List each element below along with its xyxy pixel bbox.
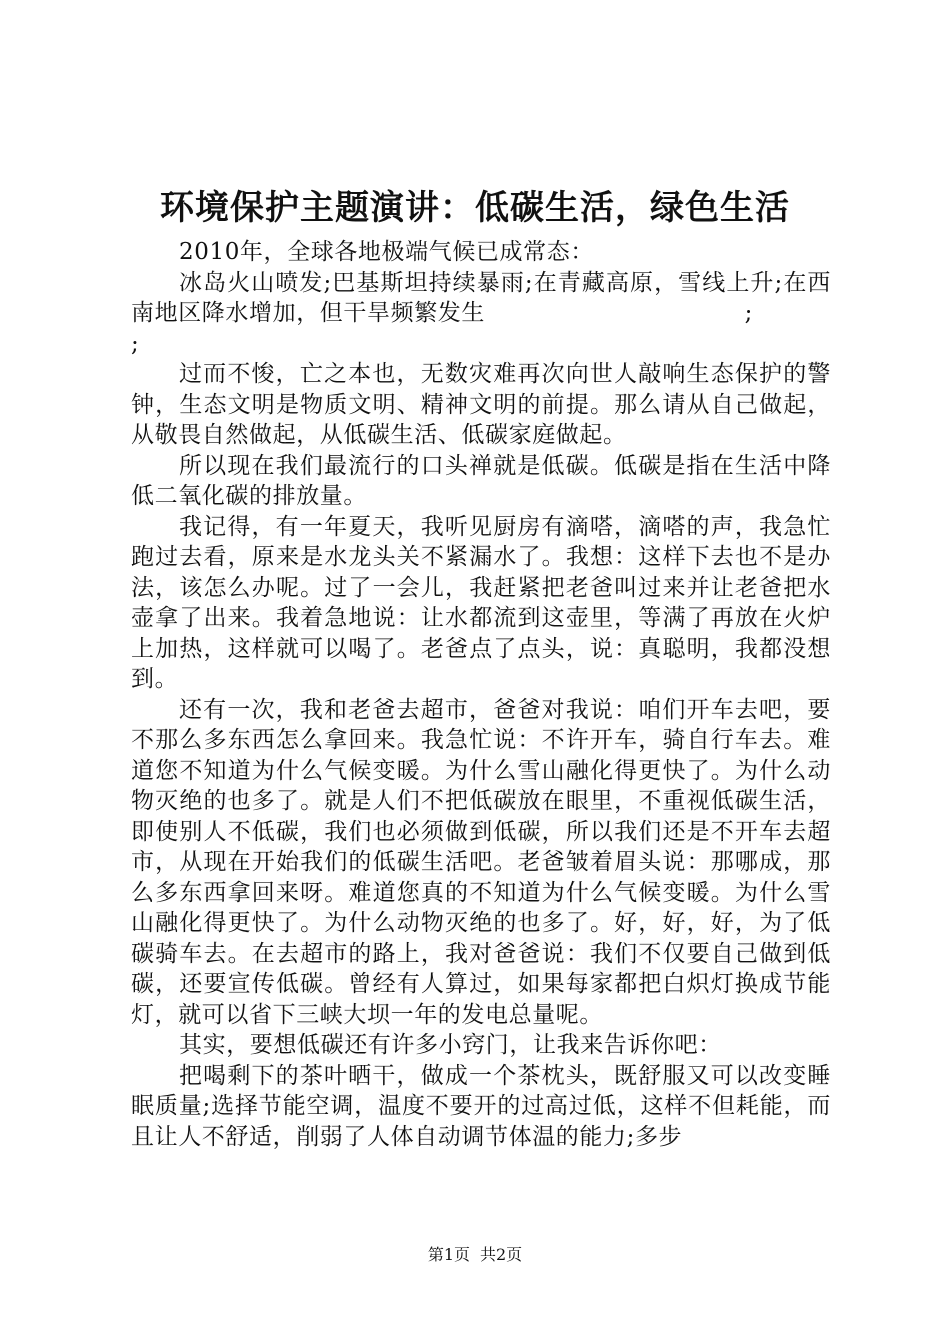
paragraph-climate-events: 冰岛火山喷发;巴基斯坦持续暴雨;在青藏高原，雪线上升;在西南地区降水增加，但干旱频繁发生 ; [131, 269, 831, 326]
page-number: 第1页 [427, 1245, 470, 1264]
paragraph-water-story: 我记得，有一年夏天，我听见厨房有滴嗒，滴嗒的声，我急忙跑过去看，原来是水龙头关不紧漏水了。我想：这样下去也不是办法，该怎么办呢。过了一会儿，我赶紧把老爸叫过来并让老爸把水壶拿了出来。我着急地说：让水都流到这壶里，等满了再放在火炉上加热，这样就可以喝了。老爸点了点头，说：真聪明，我都没想到。 [131, 513, 831, 692]
document-title: 环境保护主题演讲：低碳生活，绿色生活 [160, 188, 790, 228]
paragraph-semicolon: ; [131, 330, 140, 357]
paragraph-supermarket-story: 还有一次，我和老爸去超市，爸爸对我说：咱们开车去吧，要不那么多东西怎么拿回来。我急忙说：不许开车，骑自行车去。难道您不知道为什么气候变暖。为什么雪山融化得更快了。为什么动物灭绝的也多了。就是人们不把低碳放在眼里，不重视低碳生活，即使别人不低碳，我们也必须做到低碳，所以我们还是不开车去超市，从现在开始我们的低碳生活吧。老爸皱着眉头说：那哪成，那么多东西拿回来呀。难道您真的不知道为什么气候变暖。为什么雪山融化得更快了。为什么动物灭绝的也多了。好，好，好，为了低碳骑车去。在去超市的路上，我对爸爸说：我们不仅要自己做到低碳，还要宣传低碳。曾经有人算过，如果每家都把白炽灯换成节能灯，就可以省下三峡大坝一年的发电总量呢。 [131, 696, 831, 1028]
document-body [131, 237, 831, 1152]
paragraph-tips: 把喝剩下的茶叶晒干，做成一个茶枕头，既舒服又可以改变睡眠质量;选择节能空调，温度不要开的过高过低，这样不但耗能，而且让人不舒适，削弱了人体自动调节体温的能力;多步 [131, 1062, 831, 1150]
paragraph-tips-intro: 其实，要想低碳还有许多小窍门，让我来告诉你吧： [179, 1032, 722, 1058]
paragraph-climate-intro: 2010年，全球各地极端气候已成常态： [179, 239, 594, 265]
paragraph-ecology-warning: 过而不悛，亡之本也，无数灾难再次向世人敲响生态保护的警钟，生态文明是物质文明、精神文明的前提。那么请从自己做起，从敬畏自然做起，从低碳生活、低碳家庭做起。 [131, 361, 831, 448]
page-total: 共2页 [480, 1245, 523, 1264]
paragraph-low-carbon-definition: 所以现在我们最流行的口头禅就是低碳。低碳是指在生活中降低二氧化碳的排放量。 [131, 452, 831, 509]
page-footer [0, 1244, 950, 1266]
